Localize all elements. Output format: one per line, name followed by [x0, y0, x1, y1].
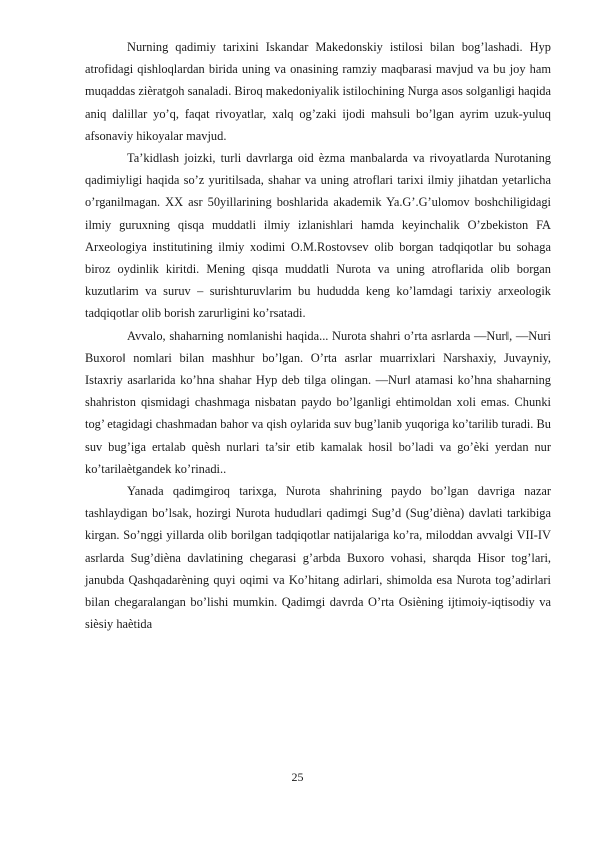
paragraph-3: Avvalo, shaharning nomlanishi haqida... Nurota shahri o’rta asrlarda ―Nur‖, ―Nuri Buxoro‖ nomlari bilan mashhur bo’lgan. O’rta asrlar muarrixlari Narshaxiy, Juvayniy, Istaxriy asarlarida ko’hna shahar Hyp deb tilga olingan. ―Nur‖ atamasi ko’hna shaharning shahriston qismidagi chashmaga nisbatan paydo bo’lganligi ehtimoldan xoli emas. Chunki tog’ etagidagi chashmadan bahor va qish oylarida suv bug’lanib yuqoriga ko’tarilib turadi. Bu suv bug’iga ertalab quѐsh nurlari ta’sir etib kamalak hosil bo’ladi va go’ѐki yerdan nur ko’tarilaѐtgandek ko’rinadi..: [85, 328, 551, 476]
paragraph-4: Yanada qadimgiroq tarixga, Nurota shahrining paydo bo’lgan davriga nazar tashlaydigan bo’lsak, hozirgi Nurota hududlari qadimgi Sug’d (Sug’diѐna) davlati tarkibiga kirgan. So’nggi yillarda olib borilgan tadqiqotlar natijalariga ko’ra, miloddan avvalgi VII-IV asrlarda Sug’diѐna davlatining chegarasi g’arbda Buxoro vohasi, sharqda Hisor tog’lari, janubda Qashqadarѐning quyi oqimi va Ko’hitang adirlari, shimolda esa Nurota tog’adirlari bilan chegaralangan bo’lishi mumkin. Qadimgi davrda O’rta Osiѐning ijtimoiy-iqtisodiy va siѐsiy haѐtida: [85, 484, 551, 632]
page-body: [85, 36, 551, 635]
paragraph-1: Nurning qadimiy tarixini Iskandar Makedonskiy istilosi bilan bog’lashadi. Hyp atrofidagi qishloqlardan birida uning va onasining ramziy maqbarasi mavjud va bu joy ham muqaddas ziѐratgoh sanaladi. Biroq makedoniyalik istilochining Nurga asos solganligi haqida aniq dalillar yo’q, faqat rivoyatlar, xalq og’zaki ijodi mahsuli bo’lgan ayrim uzuk-yuluq afsonaviy hikoyalar mavjud.: [85, 40, 551, 143]
paragraph-2: Ta’kidlash joizki, turli davrlarga oid ѐzma manbalarda va rivoyatlarda Nurotaning qadimiyligi haqida so’z yuritilsada, shahar va uning atroflari tarixi ilmiy jihatdan yetarlicha o’rganilmagan. XX asr 50yillarining boshlarida akademik Ya.G’.G’ulomov boshchiligidagi ilmiy guruxning qisqa muddatli ilmiy izlanishlari hamda keyinchalik O’zbekiston FA Arxeologiya institutining ilmiy xodimi O.M.Rostovsev olib borgan tadqiqotlar bu sohaga biroz oydinlik kiritdi. Mening qisqa muddatli Nurota va uning atroflarida olib borgan kuzutlarim va suruv – surishturuvlarim bu hududda keng ko’lamdagi tarixiy arxeologik tadqiqotlar olib borish zarurligini ko’rsatadi.: [85, 151, 551, 321]
page-number: 25: [291, 770, 304, 784]
